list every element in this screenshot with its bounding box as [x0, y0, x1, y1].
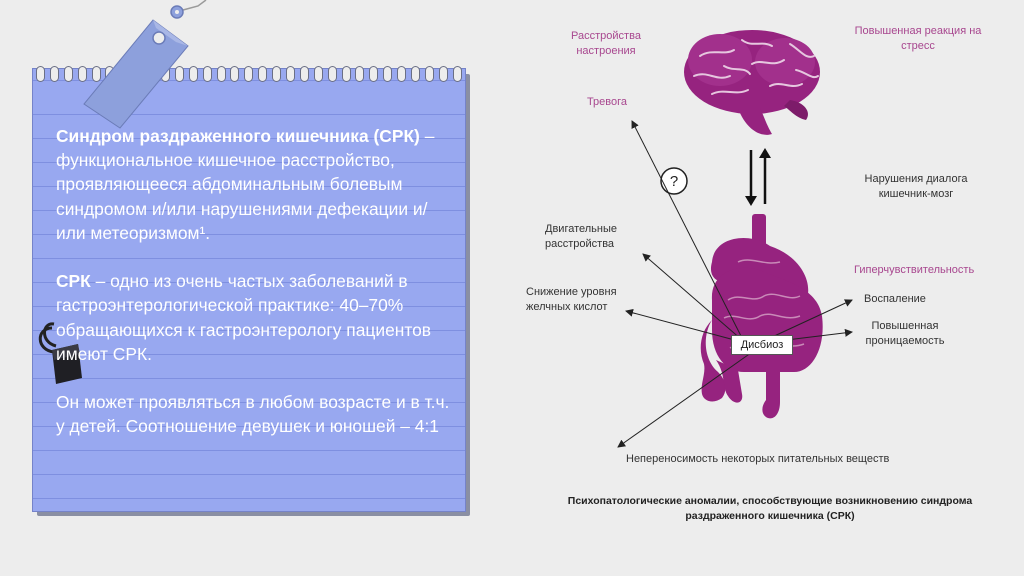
label-bile-acids: Снижение уровня желчных кислот [526, 286, 617, 313]
card-title: Синдром раздраженного кишечника (СРК) [56, 126, 420, 146]
card-prevalence-text: – одно из очень частых заболеваний в гастроэнтерологической практике: 40–70% обращающихся к гастроэнтерологу пациентов имеют СРК. [56, 271, 432, 364]
label-gut-brain: Нарушения диалога кишечник-мозг [864, 173, 968, 200]
label-food-intolerance: Непереносимость некоторых питательных веществ [626, 453, 890, 465]
label-inflammation: Воспаление [864, 293, 926, 305]
dysbiosis-label: Дисбиоз [731, 335, 793, 355]
gut-brain-arrows [745, 148, 771, 206]
card-definition-text: – функциональное кишечное расстройство, проявляющееся абдоминальным болевым синдромом и/или нарушениями дефекации и/или метеоризмом¹. [56, 126, 435, 243]
label-anxiety: Тревога [586, 96, 628, 108]
diagram-caption: Психопатологические аномалии, способствующие возникновению синдрома раздраженного кишечника (СРК) [567, 495, 973, 522]
label-stress-reaction: Повышенная реакция на стресс [854, 25, 982, 52]
question-mark: ? [669, 173, 679, 190]
label-permeability: Повышенная проницаемость [865, 320, 945, 347]
brain-icon [684, 30, 820, 135]
label-motor-disorders: Двигательные расстройства [545, 223, 617, 250]
digestive-tract-icon [701, 214, 823, 418]
label-mood-disorders: Расстройства настроения [571, 30, 641, 57]
card-paragraph-age: Он может проявляться в любом возрасте и в т.ч. у детей. Соотношение девушек и юношей – 4:1 [56, 392, 450, 437]
label-hypersensitivity: Гиперчувствительность [854, 264, 975, 276]
card-abbrev: СРК [56, 271, 91, 292]
